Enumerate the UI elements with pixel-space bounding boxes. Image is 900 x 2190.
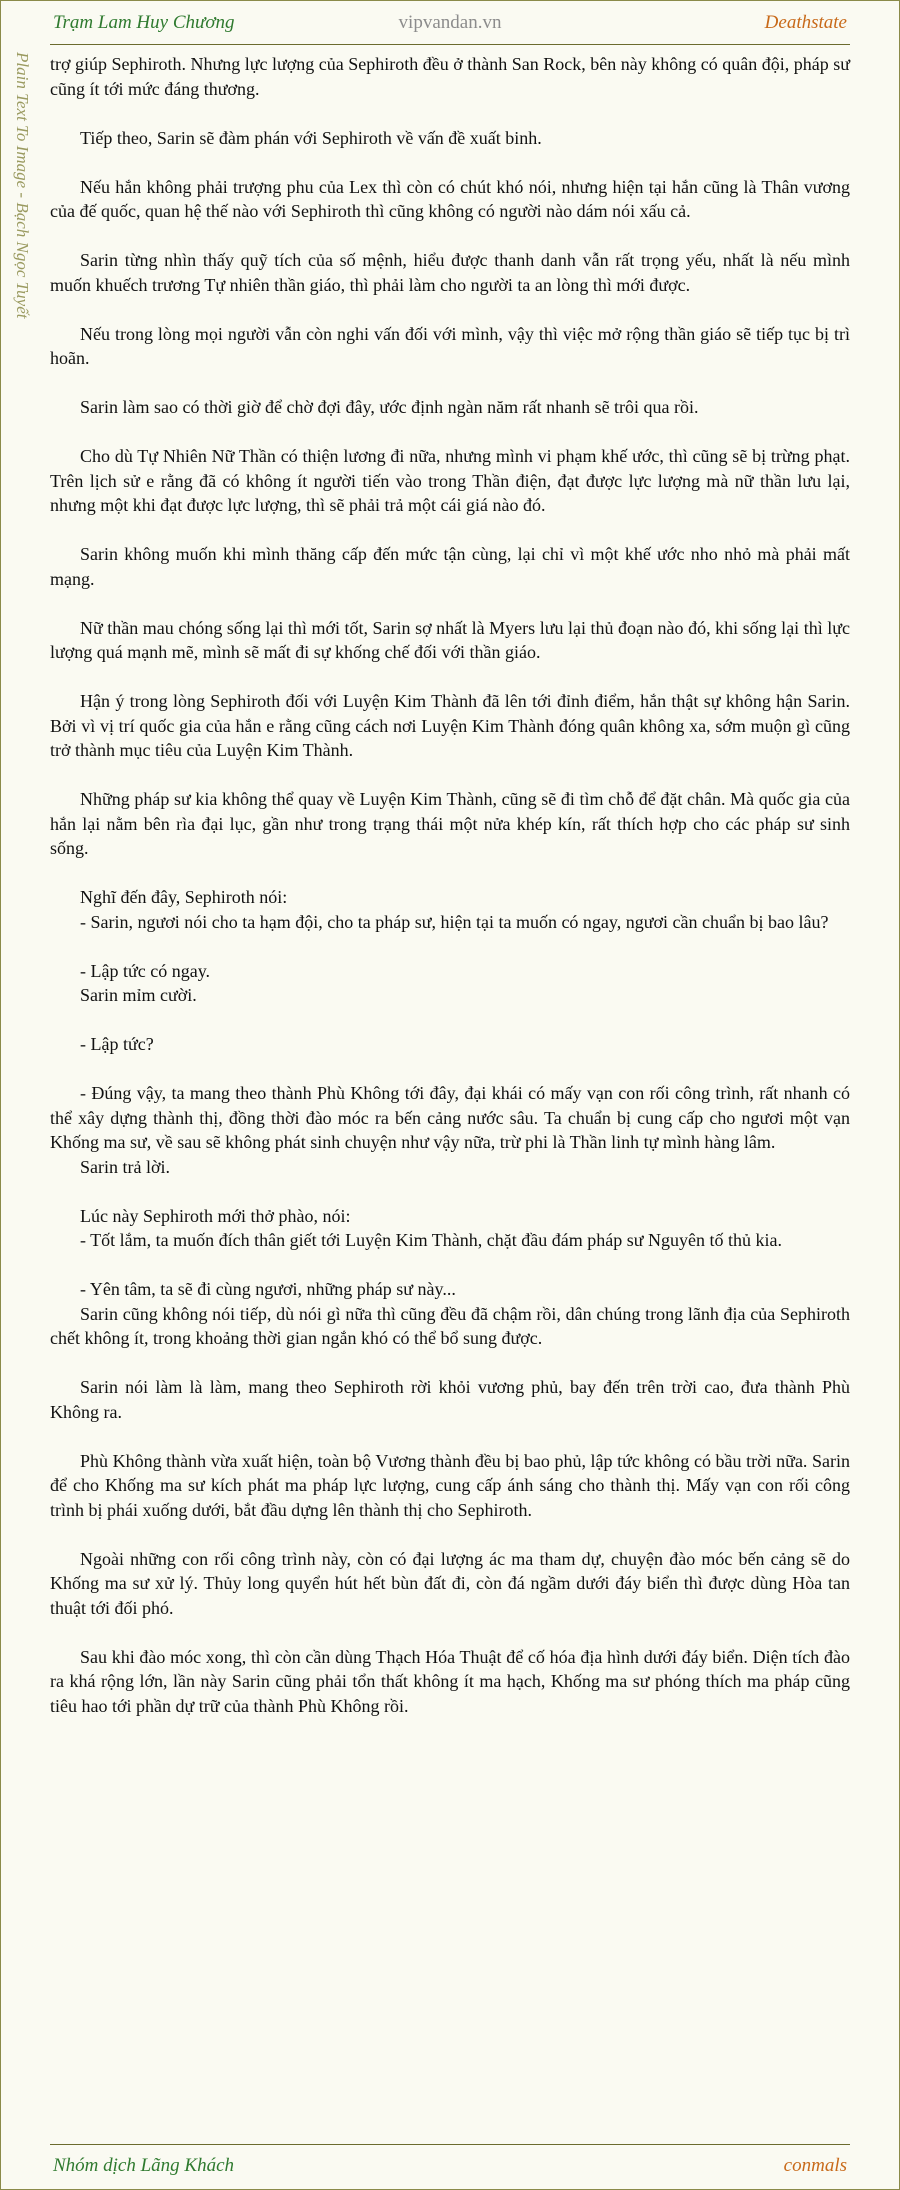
dialogue-block <box>50 1081 850 1179</box>
paragraph: Sarin từng nhìn thấy quỹ tích của số mệnh, hiểu được thanh danh vẫn rất trọng yếu, nhất là nếu mình muốn khuếch trương Tự nhiên thần giáo, thì phải làm cho người ta an lòng thì mới được. <box>50 250 850 295</box>
dialogue-block <box>50 1277 850 1351</box>
paragraph: Ngoài những con rối công trình này, còn có đại lượng ác ma tham dự, chuyện đào móc bến cảng sẽ do Khống ma sư xử lý. Thủy long quyển hút hết bùn đất đi, còn đá ngầm dưới đáy biển thì được dùng Hòa tan thuật tới đối phó. <box>50 1548 850 1618</box>
dialogue-line: Lúc này Sephiroth mới thở phào, nói: <box>80 1205 351 1226</box>
paragraph: Hận ý trong lòng Sephiroth đối với Luyện Kim Thành đã lên tới đỉnh điểm, hắn thật sự không hận Sarin. Bởi vì vị trí quốc gia của hắn e rằng cũng cách nơi Luyện Kim Thành đóng quân không xa, sớm muộn gì cũng trở thành mục tiêu của Luyện Kim Thành. <box>50 691 850 760</box>
dialogue-line: - Lập tức? <box>80 1034 154 1054</box>
paragraph: Những pháp sư kia không thể quay về Luyện Kim Thành, cũng sẽ đi tìm chỗ để đặt chân. Mà quốc gia của hắn lại nằm bên rìa đại lục, gần như trong trạng thái một nửa khép kín, rất thích hợp cho các pháp sư sinh sống. <box>50 789 850 858</box>
dialogue-line: - Sarin, ngươi nói cho ta hạm đội, cho ta pháp sư, hiện tại ta muốn có ngay, ngươi cần chuẩn bị bao lâu? <box>80 911 829 932</box>
dialogue-line: - Yên tâm, ta sẽ đi cùng ngươi, những pháp sư này... <box>80 1279 456 1299</box>
paragraph: Nữ thần mau chóng sống lại thì mới tốt, Sarin sợ nhất là Myers lưu lại thủ đoạn nào đó, khi sống lại thì lực lượng quá mạnh mẽ, mình sẽ mất đi sự khống chế đối với thần giáo. <box>50 617 850 662</box>
dialogue-line: Nghĩ đến đây, Sephiroth nói: <box>80 887 288 907</box>
footer-left-credit: Nhóm dịch Lãng Khách <box>53 2155 235 2176</box>
paragraph: Nếu hắn không phải trượng phu của Lex thì còn có chút khó nói, nhưng hiện tại hắn cũng là Thân vương của đế quốc, quan hệ thế nào với Sephiroth thì cũng không có người nào dám nói xấu cả. <box>50 176 850 221</box>
header-site: vipvandan.vn <box>398 12 502 33</box>
dialogue-block <box>50 885 850 934</box>
dialogue-line: Sarin trả lời. <box>80 1156 170 1177</box>
dialogue-line: Sarin cũng không nói tiếp, dù nói gì nữa thì cũng đều đã chậm rồi, dân chúng trong lãnh địa của Sephiroth chết không ít, trong khoảng thời gian ngắn khó có thể bổ sung được. <box>50 1303 850 1348</box>
dialogue-line: - Tốt lắm, ta muốn đích thân giết tới Luyện Kim Thành, chặt đầu đám pháp sư Nguyên tố thủ kia. <box>80 1230 782 1250</box>
header-right-title: Deathstate <box>764 12 847 33</box>
dialogue-line: Sarin mỉm cười. <box>80 985 197 1005</box>
side-watermark-text: Plain Text To Image - Bạch Ngọc Tuyết <box>13 52 32 319</box>
page-footer <box>50 2144 850 2185</box>
paragraph: Phù Không thành vừa xuất hiện, toàn bộ Vương thành đều bị bao phủ, lập tức không có bầu trời nữa. Sarin để cho Khống ma sư kích phát ma pháp lực lượng, cung cấp ánh sáng cho thành thị. Mấy vạn con rối công trình bị phái xuống dưới, bắt đầu dựng lên thành thị cho Sephiroth. <box>50 1450 850 1520</box>
paragraph: Cho dù Tự Nhiên Nữ Thần có thiện lương đi nữa, nhưng mình vi phạm khế ước, thì cũng sẽ bị trừng phạt. Trên lịch sử e rằng đã có không ít người tiến vào trong Thần điện, đạt được lực lượng mà nữ thần lưu lại, nhưng một khi đạt được lực lượng, thì sẽ phải trả một cái giá nào đó. <box>50 446 850 515</box>
paragraph: trợ giúp Sephiroth. Nhưng lực lượng của Sephiroth đều ở thành San Rock, bên này không có quân đội, pháp sư cũng ít tới mức đáng thương. <box>50 54 850 99</box>
header-left-title: Trạm Lam Huy Chương <box>53 12 235 33</box>
dialogue-line: - Lập tức có ngay. <box>80 960 211 981</box>
paragraph: Tiếp theo, Sarin sẽ đàm phán với Sephiroth về vấn đề xuất binh. <box>80 127 542 148</box>
footer-right-credit: conmals <box>783 2155 847 2176</box>
dialogue-line: - Đúng vậy, ta mang theo thành Phù Không tới đây, đại khái có mấy vạn con rối công trình, rất nhanh có thể xây dựng thành thị, đồng thời đào móc ra bến cảng nước sâu. Ta chuẩn bị cung cấp cho ngươi một vạn Khống ma sư, về sau sẽ không phát sinh chuyện như vậy nữa, trừ phi là Thần linh tự mình hàng lâm. <box>50 1083 850 1152</box>
paragraph: Sarin nói làm là làm, mang theo Sephiroth rời khỏi vương phủ, bay đến trên trời cao, đưa thành Phù Không ra. <box>50 1377 850 1422</box>
paragraph: Sarin không muốn khi mình thăng cấp đến mức tận cùng, lại chỉ vì một khế ước nho nhỏ mà phải mất mạng. <box>50 544 850 589</box>
page-header <box>50 8 850 45</box>
dialogue-block <box>50 1204 850 1253</box>
paragraph: Sarin làm sao có thời giờ để chờ đợi đây, ước định ngàn năm rất nhanh sẽ trôi qua rồi. <box>80 397 699 417</box>
paragraph: Sau khi đào móc xong, thì còn cần dùng Thạch Hóa Thuật để cố hóa địa hình dưới đáy biển. Diện tích đào ra khá rộng lớn, lần này Sarin cũng phải tổn thất không ít ma hạch, Khống ma sư phóng thích ma pháp cũng tiêu hao tới phần dự trữ của thành Phù Không rồi. <box>50 1646 850 1716</box>
text-body <box>50 52 850 1743</box>
dialogue-block <box>50 959 850 1008</box>
paragraph: Nếu trong lòng mọi người vẫn còn nghi vấn đối với mình, vậy thì việc mở rộng thần giáo sẽ tiếp tục bị trì hoãn. <box>50 323 850 368</box>
